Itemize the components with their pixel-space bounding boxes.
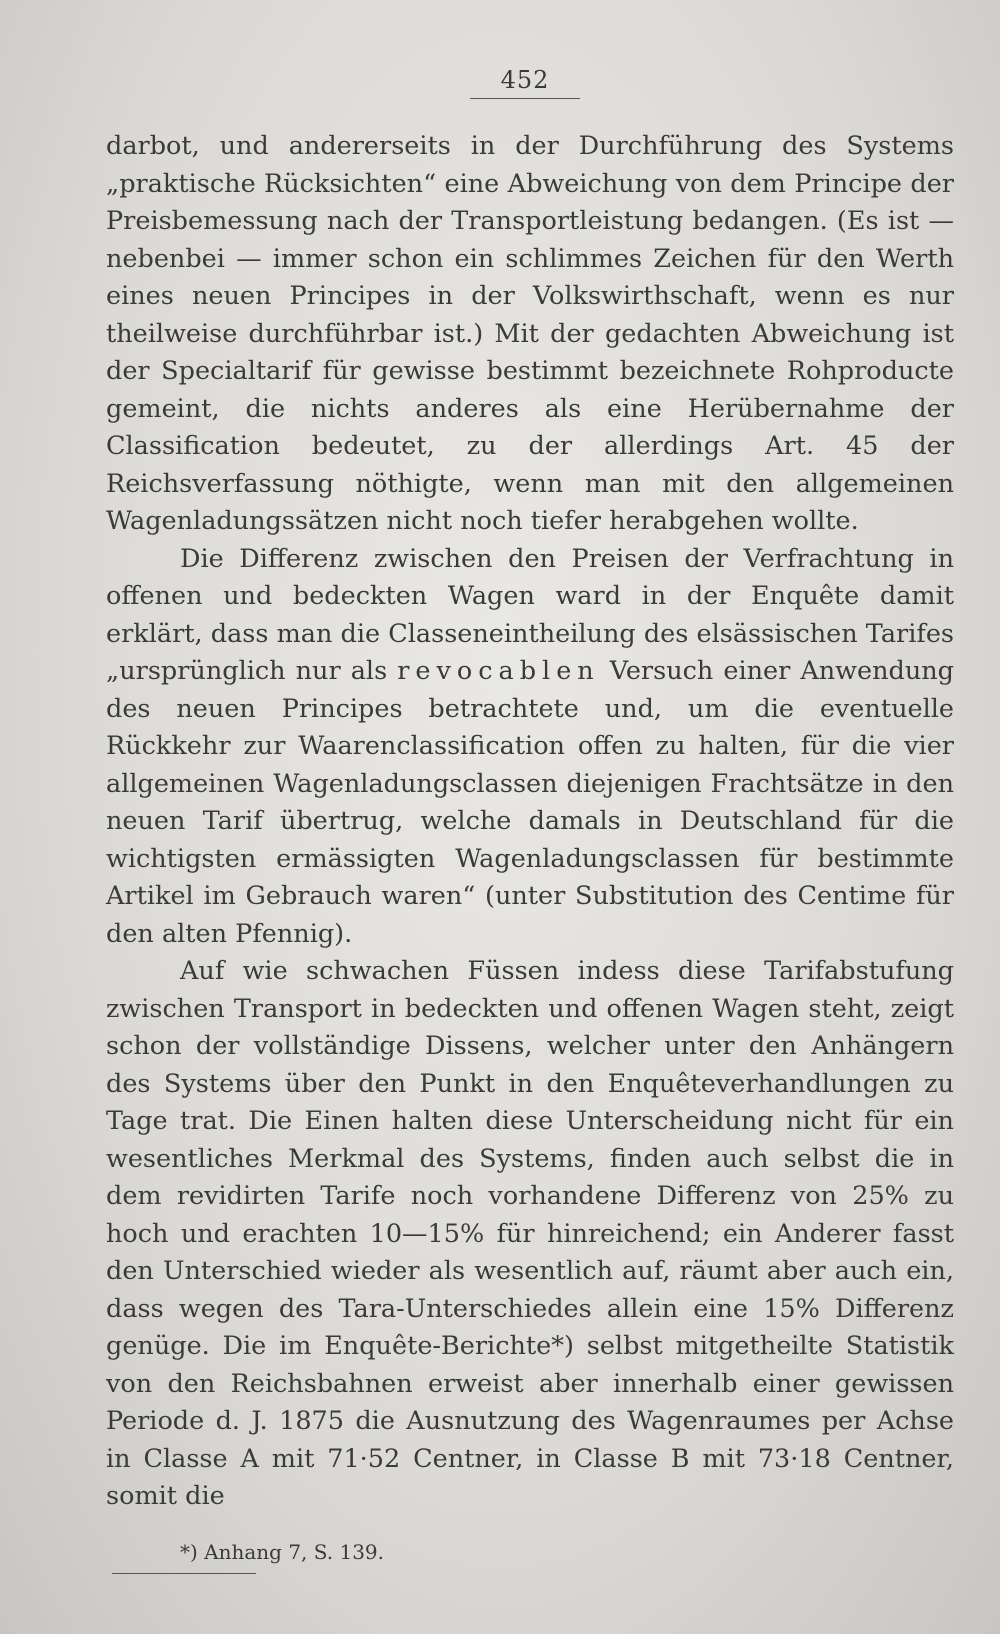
page-number: 452	[470, 66, 580, 99]
footnote: *) Anhang 7, S. 139.	[180, 1540, 385, 1564]
paragraph-2	[106, 541, 954, 954]
paragraph-1: darbot, und andererseits in der Durchführung des Systems „praktische Rücksichten“ eine Abweichung von dem Principe der Preisbemessung nach der Transportleistung bedangen. (Es ist — nebenbei — immer schon ein schlimmes Zeichen für den Werth eines neuen Principes in der Volkswirthschaft, wenn es nur theilweise durchführbar ist.) Mit der gedachten Abweichung ist der Specialtarif für gewisse bestimmt bezeichnete Rohproducte gemeint, die nichts anderes als eine Herübernahme der Classification bedeutet, zu der allerdings Art. 45 der Reichsverfassung nöthigte, wenn man mit den allgemeinen Wagenladungssätzen nicht noch tiefer herabgehen wollte.	[106, 131, 954, 536]
footnote-divider	[112, 1573, 256, 1574]
paragraph-2-text-before: Die Differenz zwischen den Preisen der Verfrachtung in offenen und bedeckten Wagen ward in der Enquête damit erklärt, dass man die Classeneintheilung des elsässischen Tarifes „ursprünglich nur als	[106, 543, 954, 686]
emphasized-word: revocablen	[397, 656, 600, 686]
paragraph-3: Auf wie schwachen Füssen indess diese Tarifabstufung zwischen Transport in bedeckten und offenen Wagen steht, zeigt schon der vollständige Dissens, welcher unter den Anhängern des Systems über den Punkt in den Enquêteverhandlungen zu Tage trat. Die Einen halten diese Unterscheidung nicht für ein wesentliches Merkmal des Systems, finden auch selbst die in dem revidirten Tarife noch vorhandene Differenz von 25% zu hoch und erachten 10—15% für hinreichend; ein Anderer fasst den Unterschied wieder als wesentlich auf, räumt aber auch ein, dass wegen des Tara-Unterschiedes allein eine 15% Differenz genüge. Die im Enquête-Berichte*) selbst mitgetheilte Statistik von den Reichsbahnen erweist aber innerhalb einer gewissen Periode d. J. 1875 die Ausnutzung des Wagenraumes per Achse in Classe A mit 71·52 Centner, in Classe B mit 73·18 Centner, somit die	[106, 956, 954, 1511]
paragraph-2-text-after: Versuch einer Anwendung des neuen Principes betrachtete und, um die eventuelle Rückkehr zur Waarenclassification offen zu halten, für die vier allgemeinen Wagenladungsclassen diejenigen Frachtsätze in den neuen Tarif übertrug, welche damals in Deutschland für die wichtigsten ermässigten Wagenladungsclassen für bestimmte Artikel im Gebrauch waren“ (unter Substitution des Centime für den alten Pfennig).	[106, 656, 955, 949]
body-text	[106, 128, 954, 1516]
